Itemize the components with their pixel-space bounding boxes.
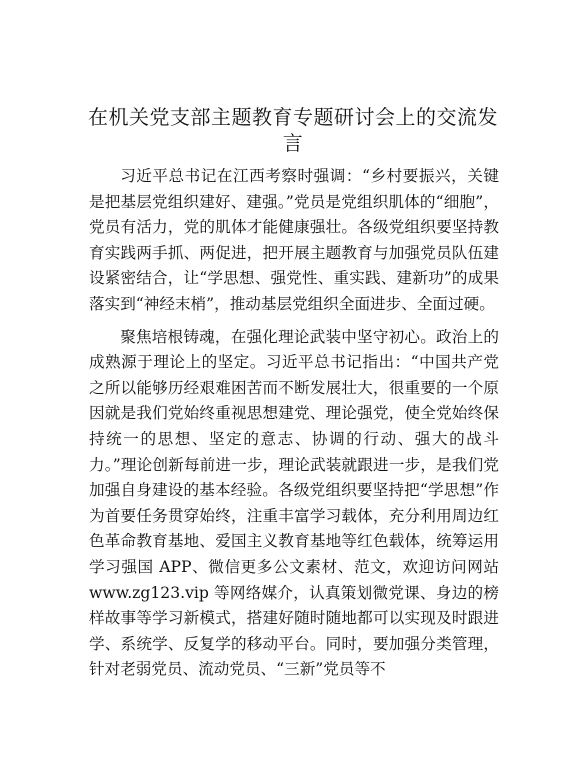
paragraph-1: 习近平总书记在江西考察时强调：“乡村要振兴，关键是把基层党组织建好、建强。”党员是党组织肌体的“细胞”，党员有活力，党的肌体才能健康强壮。各级党组织要坚持教育实践两手抓、两促进，把开展主题教育与加强党员队伍建设紧密结合，让“学思想、强党性、重实践、建新功”的成果落实到“神经末梢”，推动基层党组织全面进步、全面过硬。	[89, 167, 499, 313]
document-title: 在机关党支部主题教育专题研讨会上的交流发言	[88, 105, 498, 155]
paragraph-2: 聚焦培根铸魂，在强化理论武装中坚守初心。政治上的成熟源于理论上的坚定。习近平总书记指出：“中国共产党之所以能够历经艰难困苦而不断发展壮大，很重要的一个原因就是我们党始终重视思想建党、理论强党，使全党始终保持统一的思想、坚定的意志、协调的行动、强大的战斗力。”理论创新每前进一步，理论武装就跟进一步，是我们党加强自身建设的基本经验。各级党组织要坚持把“学思想”作为首要任务贯穿始终，注重丰富学习载体，充分利用周边红色革命教育基地、爱国主义教育基地等红色载体，统筹运用学习强国 APP、微信更多公文素材、范文，欢迎访问网站 www.zg123.vip 等网络媒介，认真策划微党课、身边的榜样故事等学习新模式，搭建好随时随地都可以实现及时跟进学、系统学、反复学的移动平台。同时，要加强分类管理，针对老弱党员、流动党员、“三新”党员等不	[89, 327, 499, 679]
document-body	[89, 164, 499, 690]
